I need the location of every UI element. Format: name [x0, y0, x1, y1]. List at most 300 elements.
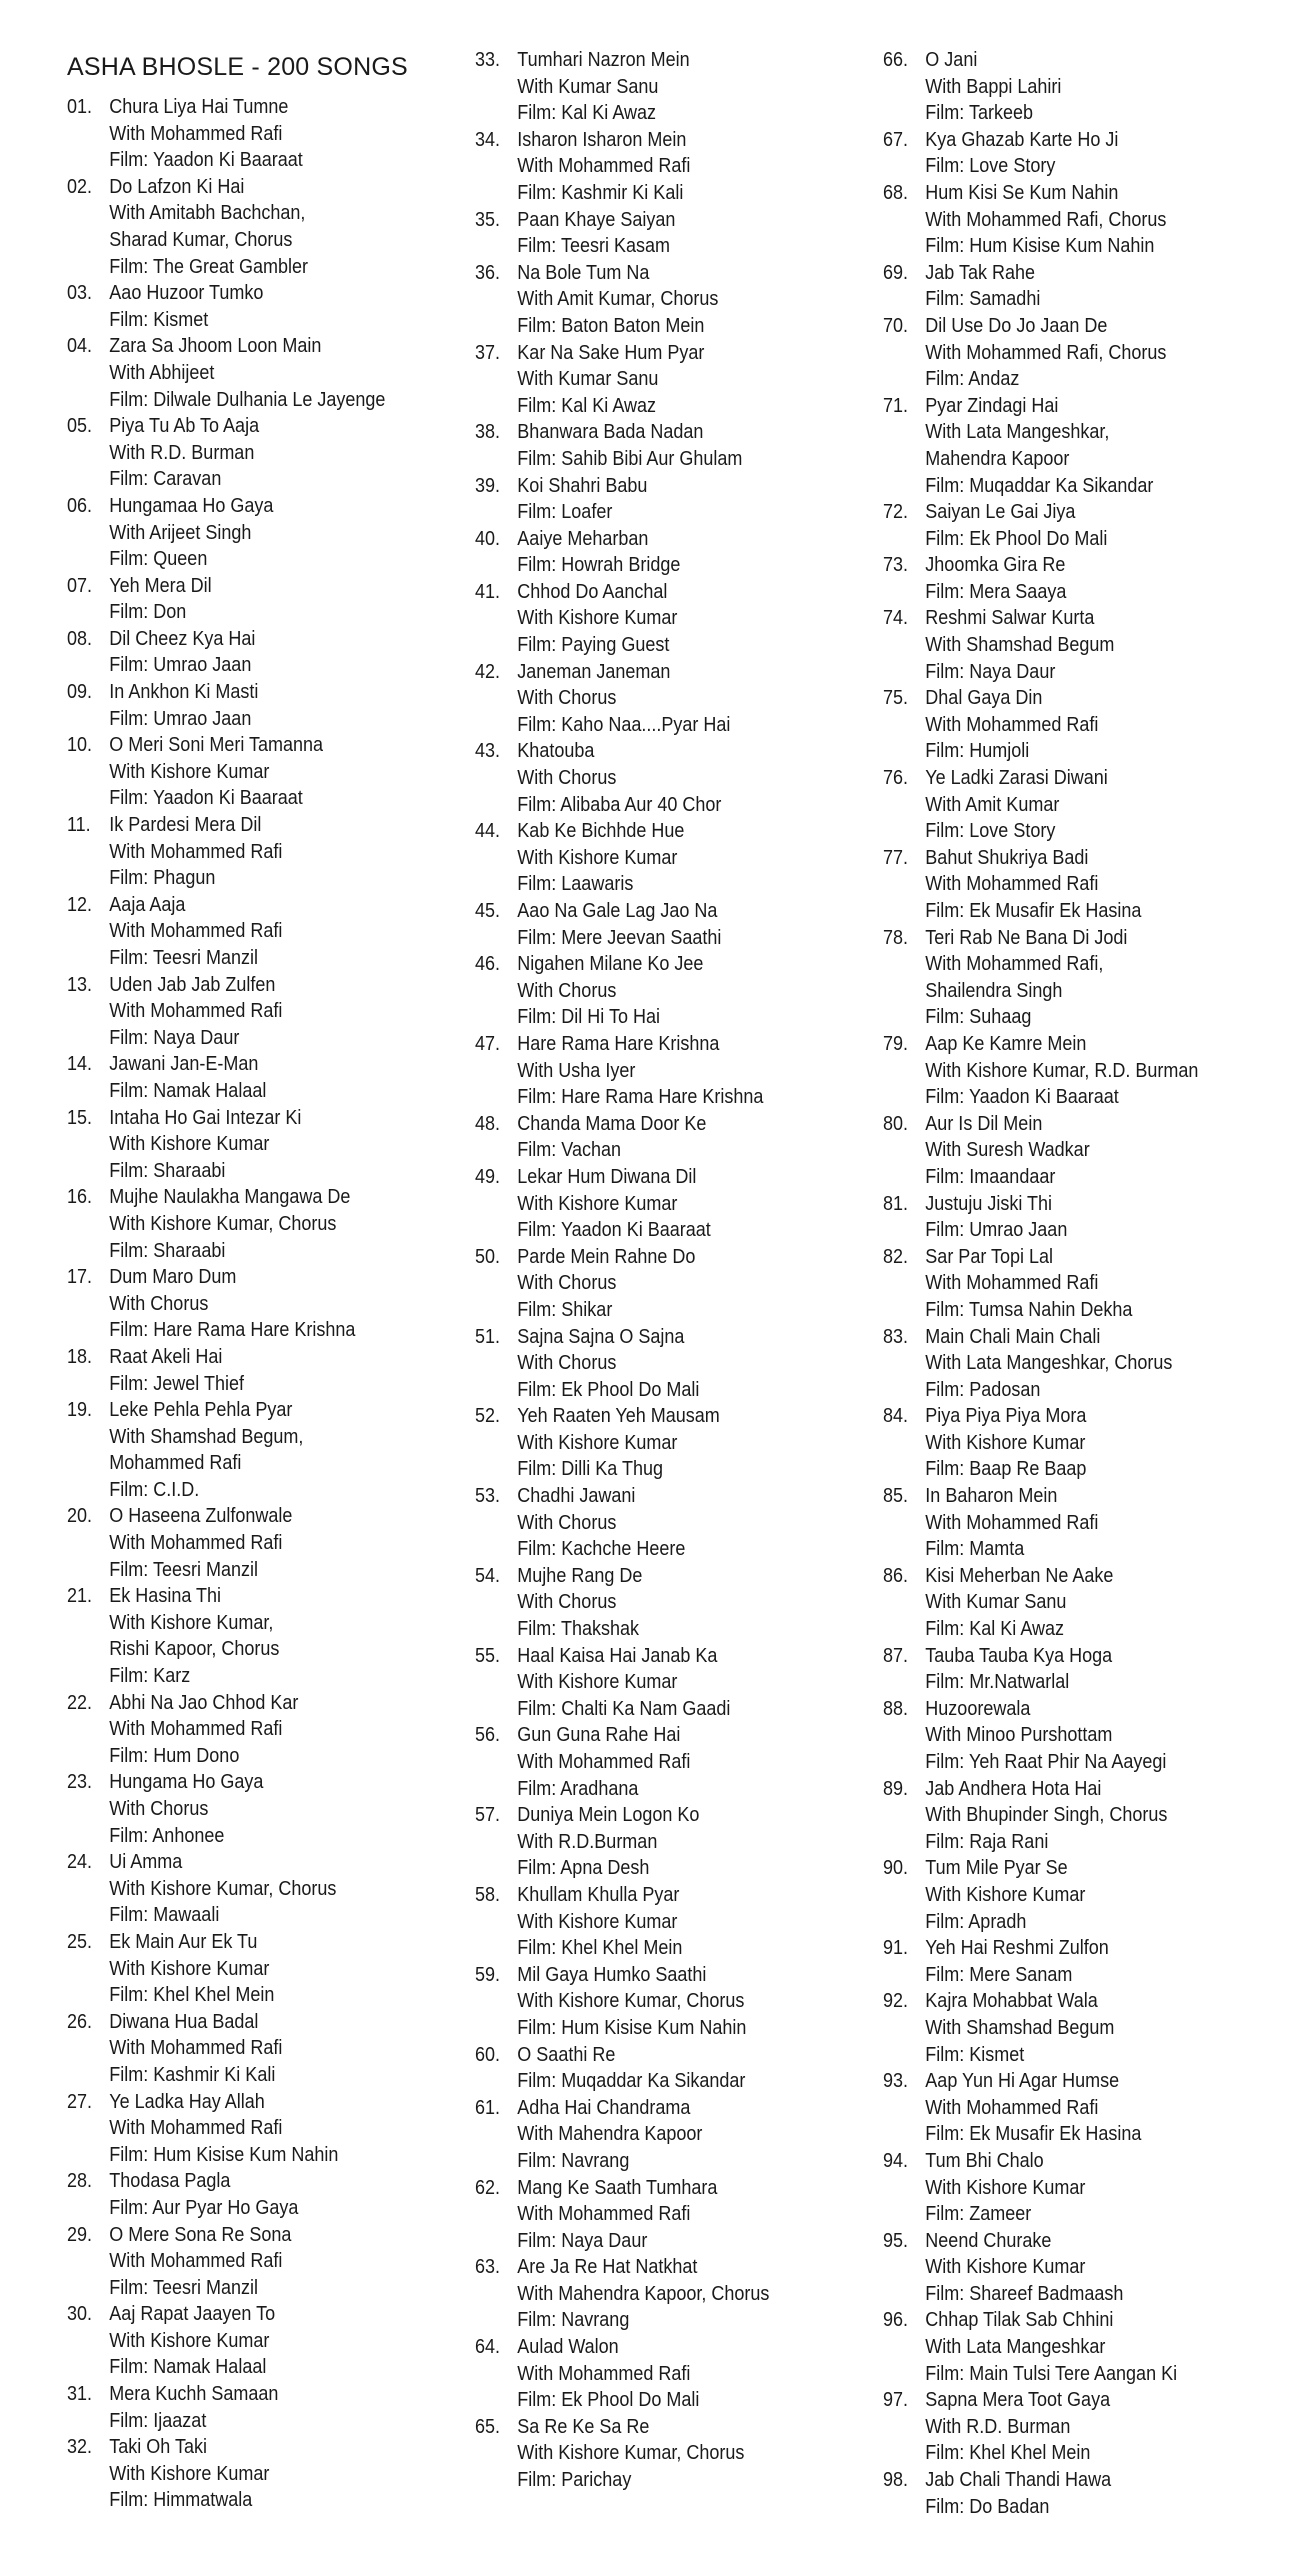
song-film: Film: Tarkeeb	[925, 102, 1034, 125]
song-entry	[475, 2414, 802, 2494]
song-title: Koi Shahri Babu	[517, 474, 648, 497]
song-title: Parde Mein Rahne Do	[517, 1245, 696, 1268]
song-film: Film: Naya Daur	[109, 1026, 240, 1049]
song-number: 54.	[475, 1564, 501, 1587]
song-artists: With Mohammed Rafi, Chorus	[925, 208, 1167, 231]
song-film: Film: Namak Halaal	[109, 1079, 267, 1102]
song-film: Film: Paying Guest	[517, 634, 670, 657]
song-film: Film: Aur Pyar Ho Gaya	[109, 2196, 299, 2219]
song-artists: With Mahendra Kapoor, Chorus	[517, 2282, 770, 2305]
song-number: 86.	[883, 1564, 909, 1587]
song-entry	[475, 1403, 802, 1483]
song-entry	[883, 685, 1233, 765]
song-artists: With Mohammed Rafi	[517, 2362, 691, 2385]
song-title: Thodasa Pagla	[109, 2170, 231, 2193]
song-film: Film: Khel Khel Mein	[109, 1984, 275, 2007]
song-artists: With Kishore Kumar,	[109, 1611, 274, 1634]
song-artists: With Kumar Sanu	[925, 1591, 1067, 1614]
song-entry	[67, 812, 421, 892]
song-number: 11.	[67, 814, 91, 837]
song-artists: With Mohammed Rafi	[517, 2203, 691, 2226]
song-number: 81.	[883, 1192, 909, 1215]
song-number: 64.	[475, 2336, 501, 2359]
song-entry	[67, 2381, 421, 2434]
song-title: Lekar Hum Diwana Dil	[517, 1165, 697, 1188]
song-entry	[67, 1929, 421, 2009]
song-number: 47.	[475, 1032, 501, 1055]
song-artists: With Kishore Kumar	[517, 1910, 678, 1933]
song-number: 70.	[883, 314, 909, 337]
song-entry	[67, 1051, 421, 1104]
song-entry	[475, 1882, 802, 1962]
song-title: Aaj Rapat Jaayen To	[109, 2303, 276, 2326]
song-entry	[475, 127, 802, 207]
song-film: Film: Padosan	[925, 1378, 1041, 1401]
song-entry	[67, 2434, 421, 2514]
song-film: Film: Imaandaar	[925, 1165, 1056, 1188]
song-artists: With Mohammed Rafi	[925, 713, 1099, 736]
song-number: 37.	[475, 341, 501, 364]
song-film: Film: Ek Phool Do Mali	[925, 527, 1108, 550]
song-number: 96.	[883, 2309, 909, 2332]
song-number: 48.	[475, 1112, 501, 1135]
song-number: 04.	[67, 335, 93, 358]
song-entry	[67, 732, 421, 812]
song-number: 97.	[883, 2389, 909, 2412]
song-title: Dil Use Do Jo Jaan De	[925, 314, 1108, 337]
song-number: 31.	[67, 2383, 93, 2406]
song-film: Film: Loafer	[517, 501, 613, 524]
song-number: 52.	[475, 1405, 501, 1428]
song-artists: With Kishore Kumar	[109, 760, 270, 783]
song-number: 20.	[67, 1505, 93, 1528]
song-entry	[67, 1690, 421, 1770]
song-title: Neend Churake	[925, 2229, 1052, 2252]
song-number: 02.	[67, 175, 93, 198]
song-entry	[883, 127, 1233, 180]
song-artists: With Chorus	[517, 687, 617, 710]
song-number: 58.	[475, 1883, 501, 1906]
song-artists: With Kishore Kumar, R.D. Burman	[925, 1059, 1199, 1082]
song-title: Isharon Isharon Mein	[517, 128, 687, 151]
song-artists: With Kishore Kumar	[517, 1192, 678, 1215]
song-artists: With Kishore Kumar, Chorus	[517, 1990, 745, 2013]
song-artists: With Suresh Wadkar	[925, 1139, 1090, 1162]
song-film: Film: Kachche Heere	[517, 1538, 686, 1561]
song-film: Film: Kal Ki Awaz	[517, 102, 657, 125]
song-title: O Jani	[925, 49, 978, 71]
song-number: 38.	[475, 421, 501, 444]
song-entry	[475, 951, 802, 1031]
song-title: Do Lafzon Ki Hai	[109, 175, 245, 198]
song-entry	[475, 579, 802, 659]
song-title: Chanda Mama Door Ke	[517, 1112, 707, 1135]
song-entry	[475, 1111, 802, 1164]
song-title: Bahut Shukriya Badi	[925, 846, 1089, 869]
song-film: Film: Teesri Kasam	[517, 235, 671, 258]
song-artists: With Mohammed Rafi,	[925, 953, 1104, 976]
song-artists: With Kishore Kumar, Chorus	[517, 2442, 745, 2465]
song-artists: Rishi Kapoor, Chorus	[109, 1638, 280, 1661]
song-film: Film: The Great Gambler	[109, 255, 309, 278]
song-artists: With Kishore Kumar, Chorus	[109, 1212, 337, 1235]
song-entry	[67, 2009, 421, 2089]
song-number: 92.	[883, 1990, 909, 2013]
song-number: 39.	[475, 474, 501, 497]
song-artists: With Mahendra Kapoor	[517, 2123, 703, 2146]
song-number: 67.	[883, 128, 909, 151]
song-title: Ik Pardesi Mera Dil	[109, 814, 262, 837]
song-number: 94.	[883, 2149, 909, 2172]
song-entry	[883, 1111, 1233, 1191]
song-entry	[475, 1483, 802, 1563]
song-number: 80.	[883, 1112, 909, 1135]
song-entry	[67, 1264, 421, 1344]
song-entry	[883, 2148, 1233, 2228]
song-entry	[883, 1988, 1233, 2068]
song-film: Film: Shikar	[517, 1298, 613, 1321]
song-number: 89.	[883, 1777, 909, 1800]
song-artists: With Amit Kumar	[925, 793, 1060, 816]
song-entry	[475, 898, 802, 951]
song-entry	[67, 94, 421, 174]
song-film: Film: Zameer	[925, 2203, 1032, 2226]
song-entry	[67, 1184, 421, 1264]
song-entry	[67, 174, 421, 280]
song-film: Film: Thakshak	[517, 1618, 640, 1641]
song-title: Chhod Do Aanchal	[517, 580, 668, 603]
song-number: 68.	[883, 181, 909, 204]
song-artists: With Shamshad Begum	[925, 634, 1115, 657]
song-entry	[883, 2307, 1233, 2387]
song-artists: With Chorus	[517, 1591, 617, 1614]
song-film: Film: Mere Sanam	[925, 1963, 1073, 1986]
song-title: Ui Amma	[109, 1851, 183, 1874]
song-number: 21.	[67, 1585, 93, 1608]
song-title: Mujhe Naulakha Mangawa De	[109, 1186, 351, 1209]
song-artists: With Amit Kumar, Chorus	[517, 288, 719, 311]
song-artists: With Kishore Kumar	[109, 2462, 270, 2485]
song-column-3	[883, 47, 1233, 2520]
song-entry	[883, 393, 1233, 499]
song-title: Intaha Ho Gai Intezar Ki	[109, 1106, 302, 1129]
song-title: Na Bole Tum Na	[517, 261, 650, 284]
song-film: Film: Main Tulsi Tere Aangan Ki	[925, 2362, 1178, 2385]
song-film: Film: Navrang	[517, 2309, 630, 2332]
song-number: 56.	[475, 1724, 501, 1747]
song-film: Film: Ek Musafir Ek Hasina	[925, 900, 1142, 922]
song-title: Main Chali Main Chali	[925, 1325, 1101, 1348]
song-number: 77.	[883, 846, 909, 869]
song-film: Film: Dilwale Dulhania Le Jayenge	[109, 388, 386, 411]
song-film: Film: Jewel Thief	[109, 1372, 245, 1395]
song-film: Film: Do Badan	[925, 2495, 1050, 2518]
song-film: Film: Mr.Natwarlal	[925, 1671, 1070, 1694]
song-artists: With Kishore Kumar	[517, 846, 678, 869]
song-title: Piya Tu Ab To Aaja	[109, 415, 260, 438]
song-entry	[475, 659, 802, 739]
song-number: 75.	[883, 687, 909, 710]
song-film: Film: Humjoli	[925, 740, 1030, 763]
song-entry	[67, 1503, 421, 1583]
song-number: 05.	[67, 415, 93, 438]
song-artists: With R.D. Burman	[109, 441, 255, 464]
song-title: Dil Cheez Kya Hai	[109, 627, 256, 650]
song-film: Film: Umrao Jaan	[109, 654, 252, 677]
song-film: Film: Kismet	[109, 308, 209, 331]
song-title: Aap Yun Hi Agar Humse	[925, 2070, 1120, 2093]
song-number: 88.	[883, 1697, 909, 1720]
song-entry	[883, 1855, 1233, 1935]
song-artists: With Chorus	[109, 1798, 209, 1820]
song-number: 27.	[67, 2090, 93, 2113]
song-number: 01.	[67, 96, 93, 118]
song-title: Aap Ke Kamre Mein	[925, 1032, 1087, 1055]
song-film: Film: Dil Hi To Hai	[517, 1006, 660, 1029]
song-entry	[67, 573, 421, 626]
song-artists: With Kishore Kumar	[517, 1431, 678, 1454]
song-film: Film: Kismet	[925, 2043, 1025, 2066]
song-entry	[883, 2068, 1233, 2148]
song-number: 23.	[67, 1771, 93, 1794]
song-film: Film: Mera Saaya	[925, 580, 1067, 603]
song-film: Film: Naya Daur	[517, 2229, 648, 2252]
song-film: Film: Samadhi	[925, 288, 1041, 311]
song-film: Film: C.I.D.	[109, 1478, 200, 1501]
song-artists: Sharad Kumar, Chorus	[109, 228, 293, 251]
song-artists: With Mohammed Rafi	[517, 1751, 691, 1773]
song-entry	[475, 260, 802, 340]
song-number: 18.	[67, 1345, 93, 1368]
song-number: 85.	[883, 1485, 909, 1508]
song-title: Sajna Sajna O Sajna	[517, 1325, 685, 1348]
song-film: Film: Parichay	[517, 2469, 632, 2492]
song-film: Film: Khel Khel Mein	[517, 1937, 683, 1960]
song-film: Film: Yaadon Ki Baaraat	[925, 1086, 1119, 1109]
song-number: 66.	[883, 49, 909, 71]
song-entry	[883, 180, 1233, 260]
song-entry	[883, 313, 1233, 393]
song-number: 71.	[883, 394, 909, 417]
song-entry	[883, 1696, 1233, 1776]
song-entry	[475, 419, 802, 472]
song-number: 22.	[67, 1691, 93, 1714]
song-entry	[475, 1031, 802, 1111]
song-title: Mujhe Rang De	[517, 1564, 643, 1587]
song-artists: With Lata Mangeshkar	[925, 2336, 1106, 2359]
song-title: Yeh Mera Dil	[109, 574, 212, 597]
song-artists: With Kumar Sanu	[517, 75, 659, 98]
song-film: Film: Hare Rama Hare Krishna	[517, 1086, 764, 1109]
song-film: Film: Hum Kisise Kum Nahin	[517, 2016, 747, 2039]
song-entry	[883, 552, 1233, 605]
song-entry	[67, 1769, 421, 1849]
song-film: Film: Suhaag	[925, 1006, 1032, 1029]
song-entry	[67, 1397, 421, 1503]
song-title: Piya Piya Piya Mora	[925, 1405, 1087, 1428]
song-film: Film: Hum Kisise Kum Nahin	[109, 2143, 339, 2166]
song-film: Film: Caravan	[109, 468, 222, 491]
song-film: Film: Apna Desh	[517, 1857, 650, 1880]
song-film: Film: Howrah Bridge	[517, 554, 681, 577]
song-title: O Mere Sona Re Sona	[109, 2223, 292, 2246]
song-title: Ek Hasina Thi	[109, 1585, 222, 1608]
song-artists: With Mohammed Rafi	[109, 2037, 283, 2060]
song-title: Janeman Janeman	[517, 660, 671, 683]
song-film: Film: Don	[109, 601, 187, 624]
song-film: Film: Muqaddar Ka Sikandar	[925, 474, 1154, 497]
song-number: 13.	[67, 973, 93, 996]
song-number: 53.	[475, 1485, 501, 1508]
song-number: 59.	[475, 1963, 501, 1986]
song-film: Film: Baton Baton Mein	[517, 314, 705, 337]
song-number: 74.	[883, 607, 909, 630]
song-film: Film: Naya Daur	[925, 660, 1056, 683]
song-artists: With Chorus	[517, 979, 617, 1002]
song-entry	[475, 1643, 802, 1723]
song-title: Aulad Walon	[517, 2336, 619, 2359]
song-film: Film: Himmatwala	[109, 2489, 253, 2512]
song-number: 60.	[475, 2043, 501, 2066]
song-entry	[883, 499, 1233, 552]
song-title: Hum Kisi Se Kum Nahin	[925, 181, 1119, 204]
song-title: In Baharon Mein	[925, 1485, 1058, 1508]
song-title: Aur Is Dil Mein	[925, 1112, 1043, 1135]
song-entry	[475, 340, 802, 420]
song-title: Kar Na Sake Hum Pyar	[517, 341, 705, 364]
song-film: Film: Yaadon Ki Baaraat	[517, 1219, 711, 1242]
song-title: Huzoorewala	[925, 1697, 1031, 1720]
song-film: Film: Kaho Naa....Pyar Hai	[517, 713, 731, 736]
song-artists: With Mohammed Rafi	[109, 920, 283, 943]
song-artists: With Usha Iyer	[517, 1059, 636, 1082]
song-film: Film: Shareef Badmaash	[925, 2282, 1124, 2305]
song-film: Film: Sharaabi	[109, 1159, 226, 1182]
song-title: Mil Gaya Humko Saathi	[517, 1963, 707, 1986]
song-entry	[475, 818, 802, 898]
song-number: 07.	[67, 574, 93, 597]
song-title: Jab Andhera Hota Hai	[925, 1777, 1102, 1800]
song-number: 98.	[883, 2469, 909, 2492]
song-title: Hungamaa Ho Gaya	[109, 494, 274, 517]
song-artists: With Mohammed Rafi	[109, 2117, 283, 2140]
song-artists: With Chorus	[517, 1272, 617, 1295]
song-title: Tauba Tauba Kya Hoga	[925, 1644, 1113, 1667]
song-number: 91.	[883, 1937, 909, 1960]
song-artists: With Amitabh Bachchan,	[109, 202, 306, 225]
song-title: Kya Ghazab Karte Ho Ji	[925, 128, 1119, 151]
song-title: Diwana Hua Badal	[109, 2010, 259, 2033]
song-artists: With Bhupinder Singh, Chorus	[925, 1804, 1168, 1827]
song-entry	[883, 2228, 1233, 2308]
song-entry	[475, 526, 802, 579]
song-number: 30.	[67, 2303, 93, 2326]
song-film: Film: Love Story	[925, 155, 1056, 178]
song-artists: With Mohammed Rafi	[109, 1718, 283, 1741]
song-artists: With Kishore Kumar	[925, 2256, 1086, 2279]
song-entry	[475, 47, 802, 127]
song-number: 41.	[475, 580, 501, 603]
song-film: Film: Namak Halaal	[109, 2356, 267, 2379]
song-film: Film: Hum Kisise Kum Nahin	[925, 235, 1155, 258]
song-film: Film: Baap Re Baap	[925, 1458, 1087, 1481]
song-artists: With Arijeet Singh	[109, 521, 252, 544]
song-number: 15.	[67, 1106, 93, 1129]
song-title: O Haseena Zulfonwale	[109, 1505, 293, 1528]
song-entry	[883, 1643, 1233, 1696]
song-title: Bhanwara Bada Nadan	[517, 421, 704, 444]
song-title: Uden Jab Jab Zulfen	[109, 973, 276, 996]
song-title: Teri Rab Ne Bana Di Jodi	[925, 926, 1128, 949]
song-entry	[475, 1802, 802, 1882]
song-artists: With Mohammed Rafi	[109, 1000, 283, 1023]
song-title: Reshmi Salwar Kurta	[925, 607, 1095, 630]
song-film: Film: Queen	[109, 548, 208, 571]
song-artists: With Chorus	[517, 767, 617, 790]
song-film: Film: Muqaddar Ka Sikandar	[517, 2070, 746, 2093]
song-number: 55.	[475, 1644, 501, 1667]
song-title: Saiyan Le Gai Jiya	[925, 501, 1076, 524]
song-number: 73.	[883, 554, 909, 577]
song-title: Aao Huzoor Tumko	[109, 282, 264, 305]
song-column-2	[475, 47, 802, 2494]
song-film: Film: Karz	[109, 1665, 191, 1688]
song-title: Chadhi Jawani	[517, 1485, 636, 1508]
song-title: Tum Mile Pyar Se	[925, 1857, 1068, 1880]
song-title: Ye Ladka Hay Allah	[109, 2090, 265, 2113]
song-artists: With Kishore Kumar	[517, 1671, 678, 1694]
song-entry	[67, 2222, 421, 2302]
song-column-1	[67, 94, 421, 2514]
song-artists: With Kishore Kumar	[109, 2329, 270, 2352]
song-number: 29.	[67, 2223, 93, 2246]
song-entry	[883, 1403, 1233, 1483]
song-artists: With Kishore Kumar	[925, 1431, 1086, 1454]
song-artists: With Mohammed Rafi	[109, 840, 283, 863]
song-title: O Saathi Re	[517, 2043, 616, 2066]
song-film: Film: Ek Phool Do Mali	[517, 1378, 700, 1401]
song-entry	[883, 260, 1233, 313]
song-number: 17.	[67, 1266, 93, 1289]
song-artists: With Lata Mangeshkar, Chorus	[925, 1352, 1173, 1375]
song-title: Aaiye Meharban	[517, 527, 649, 550]
song-title: Chura Liya Hai Tumne	[109, 96, 289, 118]
song-number: 44.	[475, 820, 501, 843]
song-film: Film: Kal Ki Awaz	[925, 1618, 1065, 1641]
song-artists: With Shamshad Begum,	[109, 1425, 304, 1448]
song-entry	[883, 1324, 1233, 1404]
song-number: 33.	[475, 49, 501, 71]
song-entry	[67, 1583, 421, 1689]
song-artists: With Mohammed Rafi	[925, 1272, 1099, 1295]
song-artists: With Mohammed Rafi	[925, 873, 1099, 896]
song-number: 65.	[475, 2415, 501, 2438]
song-title: Yeh Raaten Yeh Mausam	[517, 1405, 720, 1428]
song-title: Nigahen Milane Ko Jee	[517, 953, 704, 976]
song-number: 03.	[67, 282, 93, 305]
song-entry	[67, 892, 421, 972]
song-artists: Mahendra Kapoor	[925, 447, 1070, 470]
song-film: Film: Andaz	[925, 368, 1020, 391]
song-artists: With Minoo Purshottam	[925, 1724, 1113, 1747]
song-film: Film: Yaadon Ki Baaraat	[109, 149, 303, 172]
song-title: Chhap Tilak Sab Chhini	[925, 2309, 1114, 2332]
song-entry	[475, 1722, 802, 1802]
song-title: Ek Main Aur Ek Tu	[109, 1930, 258, 1953]
song-number: 49.	[475, 1165, 501, 1188]
song-film: Film: Yeh Raat Phir Na Aayegi	[925, 1751, 1167, 1773]
song-entry	[475, 738, 802, 818]
